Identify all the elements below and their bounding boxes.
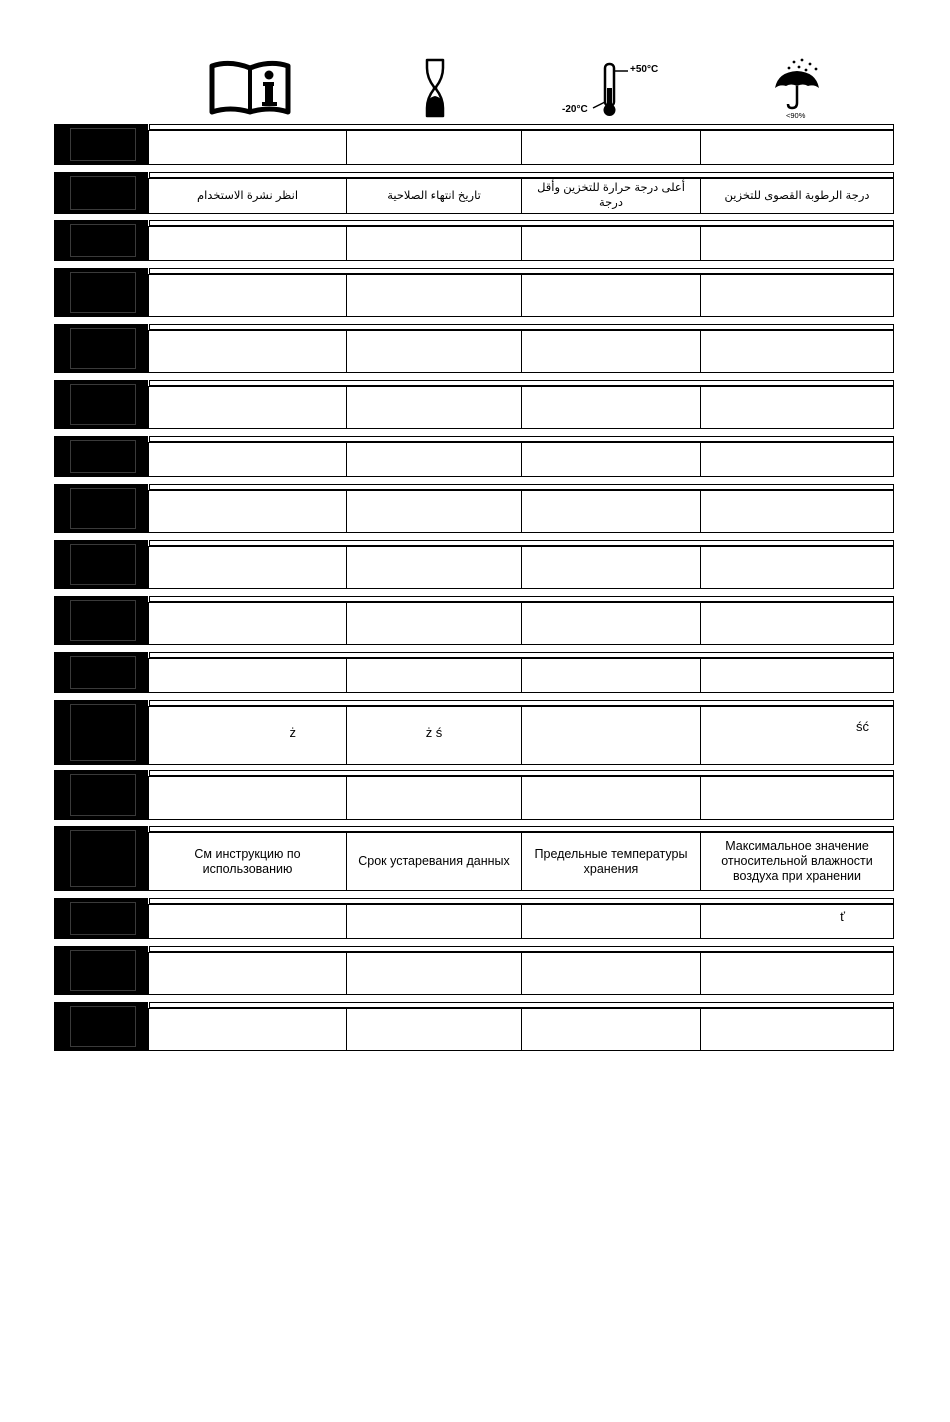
instructions-cell: انظر نشرة الاستخدام [196, 189, 299, 202]
instructions-book-icon [208, 60, 292, 116]
language-code-box [54, 596, 148, 645]
row-cells [148, 546, 894, 589]
instructions-cell [149, 603, 346, 644]
temperature-cell [521, 331, 700, 372]
table-row [54, 380, 894, 429]
humidity-cell [700, 603, 893, 644]
humidity-cell [700, 331, 893, 372]
humidity-cell [700, 777, 893, 819]
row-cells [148, 386, 894, 429]
expiry-cell [346, 659, 521, 692]
expiry-cell [346, 603, 521, 644]
temperature-cell [521, 707, 700, 764]
temperature-cell [521, 131, 700, 164]
humidity-label: <90% [786, 111, 806, 120]
table-row [54, 826, 894, 891]
expiry-cell [346, 331, 521, 372]
humidity-cell [700, 953, 893, 994]
humidity-cell [700, 387, 893, 428]
temperature-low-label: -20°C [562, 104, 588, 115]
table-row [54, 946, 894, 995]
instructions-cell [149, 443, 346, 476]
language-code-frame [70, 1006, 136, 1047]
table-row [54, 124, 894, 165]
humidity-cell [700, 491, 893, 532]
expiry-cell [346, 275, 521, 316]
temperature-cell [521, 1009, 700, 1050]
row-cells [148, 442, 894, 477]
row-cells [148, 832, 894, 891]
table-row [54, 172, 894, 214]
temperature-high-label: +50°C [630, 64, 659, 75]
humidity-cell [700, 275, 893, 316]
row-cells [148, 776, 894, 820]
instructions-cell [149, 331, 346, 372]
expiry-cell: تاريخ انتهاء الصلاحية [346, 179, 521, 213]
language-code-box [54, 172, 148, 214]
row-cells [148, 706, 894, 765]
language-code-box [54, 436, 148, 477]
row-cells [148, 1008, 894, 1051]
language-code-frame [70, 950, 136, 991]
language-code-frame [70, 544, 136, 585]
temperature-cell [521, 227, 700, 260]
temperature-cell [521, 491, 700, 532]
language-code-box [54, 946, 148, 995]
language-code-box [54, 898, 148, 939]
instructions-cell [149, 659, 346, 692]
table-row [54, 700, 894, 765]
language-code-frame [70, 328, 136, 369]
language-code-frame [70, 128, 136, 161]
language-code-frame [70, 440, 136, 473]
thermometer-icon [560, 60, 670, 118]
humidity-cell [700, 443, 893, 476]
table-row [54, 220, 894, 261]
table-row [54, 770, 894, 820]
instructions-cell [149, 547, 346, 588]
humidity-cell [700, 659, 893, 692]
temperature-cell [521, 603, 700, 644]
table-row [54, 596, 894, 645]
humidity-cell [700, 1009, 893, 1050]
language-code-box [54, 484, 148, 533]
language-code-box [54, 380, 148, 429]
instructions-cell [149, 387, 346, 428]
expiry-cell [346, 491, 521, 532]
language-code-box [54, 324, 148, 373]
row-cells [148, 658, 894, 693]
umbrella-humidity-icon [772, 58, 824, 122]
instructions-cell: См инструкцию по использованию [194, 846, 301, 876]
temperature-cell [521, 777, 700, 819]
language-code-frame [70, 830, 136, 887]
language-code-frame [70, 656, 136, 689]
hourglass-icon [424, 58, 446, 118]
table-row [54, 268, 894, 317]
language-code-frame [70, 176, 136, 210]
expiry-cell [346, 1009, 521, 1050]
expiry-cell [346, 905, 521, 938]
expiry-cell [346, 777, 521, 819]
humidity-cell [700, 227, 893, 260]
row-cells [148, 178, 894, 214]
language-code-frame [70, 384, 136, 425]
table-row [54, 436, 894, 477]
instructions-cell [149, 227, 346, 260]
table-row [54, 324, 894, 373]
instructions-cell [149, 905, 346, 938]
humidity-cell: Максимальное значение относительной влажности воздуха при хранении [700, 833, 893, 890]
expiry-cell: Срок устаревания данных [346, 833, 521, 890]
row-cells [148, 490, 894, 533]
expiry-cell [346, 443, 521, 476]
temperature-cell [521, 953, 700, 994]
instructions-cell [149, 491, 346, 532]
temperature-cell [521, 387, 700, 428]
language-code-box [54, 1002, 148, 1051]
row-cells [148, 330, 894, 373]
temperature-cell [521, 659, 700, 692]
table-row [54, 1002, 894, 1051]
instructions-cell [149, 777, 346, 819]
language-code-box [54, 652, 148, 693]
language-code-box [54, 700, 148, 765]
language-code-box [54, 826, 148, 891]
temperature-cell [521, 443, 700, 476]
row-cells [148, 952, 894, 995]
language-code-frame [70, 600, 136, 641]
language-code-box [54, 770, 148, 820]
language-code-box [54, 220, 148, 261]
temperature-cell: أعلى درجة حرارة للتخزين وأقل درجة [521, 179, 700, 213]
language-code-box [54, 124, 148, 165]
language-code-box [54, 540, 148, 589]
language-code-frame [70, 224, 136, 257]
language-code-box [54, 268, 148, 317]
expiry-cell: ż ś [346, 707, 521, 764]
row-cells [148, 226, 894, 261]
temperature-cell [521, 275, 700, 316]
expiry-cell [346, 547, 521, 588]
language-code-frame [70, 704, 136, 761]
humidity-cell: درجة الرطوبة القصوى للتخزين [700, 179, 893, 213]
language-code-frame [70, 272, 136, 313]
language-code-frame [70, 774, 136, 816]
row-cells [148, 904, 894, 939]
humidity-cell [700, 131, 893, 164]
row-cells [148, 130, 894, 165]
temperature-cell: Предельные температуры хранения [521, 833, 700, 890]
table-row [54, 484, 894, 533]
instructions-cell [149, 1009, 346, 1050]
language-code-frame [70, 488, 136, 529]
instructions-cell [149, 953, 346, 994]
row-cells [148, 602, 894, 645]
instructions-cell: ż [289, 725, 296, 740]
humidity-cell: ść [700, 707, 893, 764]
expiry-cell [346, 227, 521, 260]
row-cells [148, 274, 894, 317]
humidity-cell [700, 547, 893, 588]
instructions-cell [149, 275, 346, 316]
temperature-cell [521, 547, 700, 588]
table-row [54, 652, 894, 693]
table-row [54, 540, 894, 589]
table-row [54, 898, 894, 939]
expiry-cell [346, 387, 521, 428]
humidity-cell: ť [700, 905, 893, 938]
expiry-cell [346, 131, 521, 164]
expiry-cell [346, 953, 521, 994]
language-code-frame [70, 902, 136, 935]
instructions-cell [149, 131, 346, 164]
temperature-cell [521, 905, 700, 938]
